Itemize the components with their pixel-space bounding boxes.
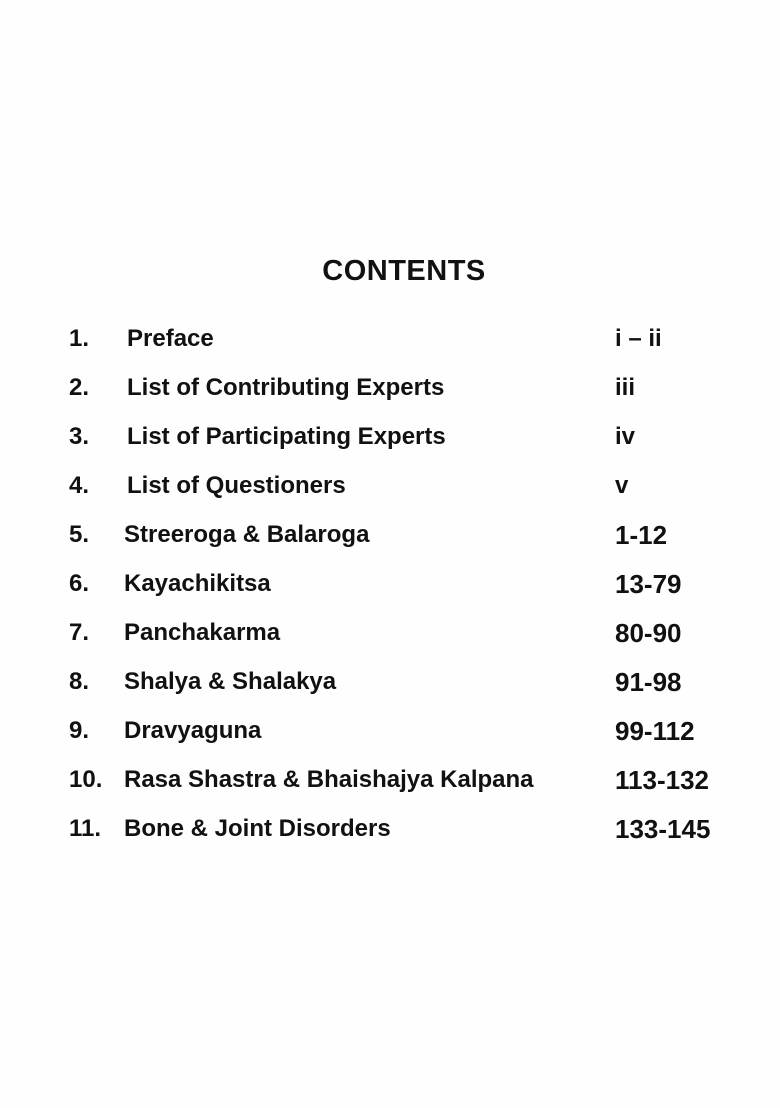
entry-pages: 1-12 (615, 520, 668, 550)
entry-number: 9. (69, 717, 90, 744)
toc-entry-preface (0, 322, 780, 371)
table-of-contents (0, 322, 780, 861)
toc-entry-shalya-shalakya (0, 665, 780, 714)
entry-number: 7. (69, 619, 90, 646)
entry-pages: 80-90 (615, 618, 682, 648)
entry-title: Panchakarma (124, 619, 281, 646)
entry-pages: iv (615, 423, 636, 450)
entry-pages: 91-98 (615, 667, 682, 697)
entry-number: 11. (69, 815, 102, 842)
entry-number: 6. (69, 570, 90, 597)
entry-number: 1. (69, 325, 90, 352)
toc-entry-kayachikitsa (0, 567, 780, 616)
entry-pages: 113-132 (615, 765, 709, 795)
entry-title: Bone & Joint Disorders (124, 815, 391, 842)
entry-pages: 99-112 (615, 716, 695, 746)
entry-title: Streeroga & Balaroga (124, 521, 370, 548)
toc-entry-dravyaguna (0, 714, 780, 763)
entry-title: Rasa Shastra & Bhaishajya Kalpana (124, 766, 534, 793)
entry-number: 10. (69, 766, 103, 793)
entry-number: 2. (69, 374, 90, 401)
page-title: CONTENTS (322, 255, 486, 287)
toc-entry-questioners (0, 469, 780, 518)
entry-pages: 133-145 (615, 814, 711, 844)
toc-entry-streeroga-balaroga (0, 518, 780, 567)
toc-entry-bone-joint-disorders (0, 812, 780, 861)
entry-number: 5. (69, 521, 90, 548)
entry-title: Kayachikitsa (124, 570, 271, 597)
entry-title: Shalya & Shalakya (124, 668, 337, 695)
toc-entry-panchakarma (0, 616, 780, 665)
entry-pages: 13-79 (615, 569, 682, 599)
entry-pages: i – ii (615, 325, 662, 352)
toc-entry-rasa-shastra (0, 763, 780, 812)
entry-title: List of Contributing Experts (127, 374, 445, 401)
entry-title: Preface (127, 325, 214, 352)
entry-title: List of Questioners (127, 472, 346, 499)
entry-number: 8. (69, 668, 90, 695)
entry-title: List of Participating Experts (127, 423, 446, 450)
entry-title: Dravyaguna (124, 717, 262, 744)
entry-pages: v (615, 472, 629, 499)
entry-pages: iii (615, 374, 636, 401)
toc-entry-participating-experts (0, 420, 780, 469)
toc-entry-contributing-experts (0, 371, 780, 420)
entry-number: 4. (69, 472, 90, 499)
entry-number: 3. (69, 423, 90, 450)
